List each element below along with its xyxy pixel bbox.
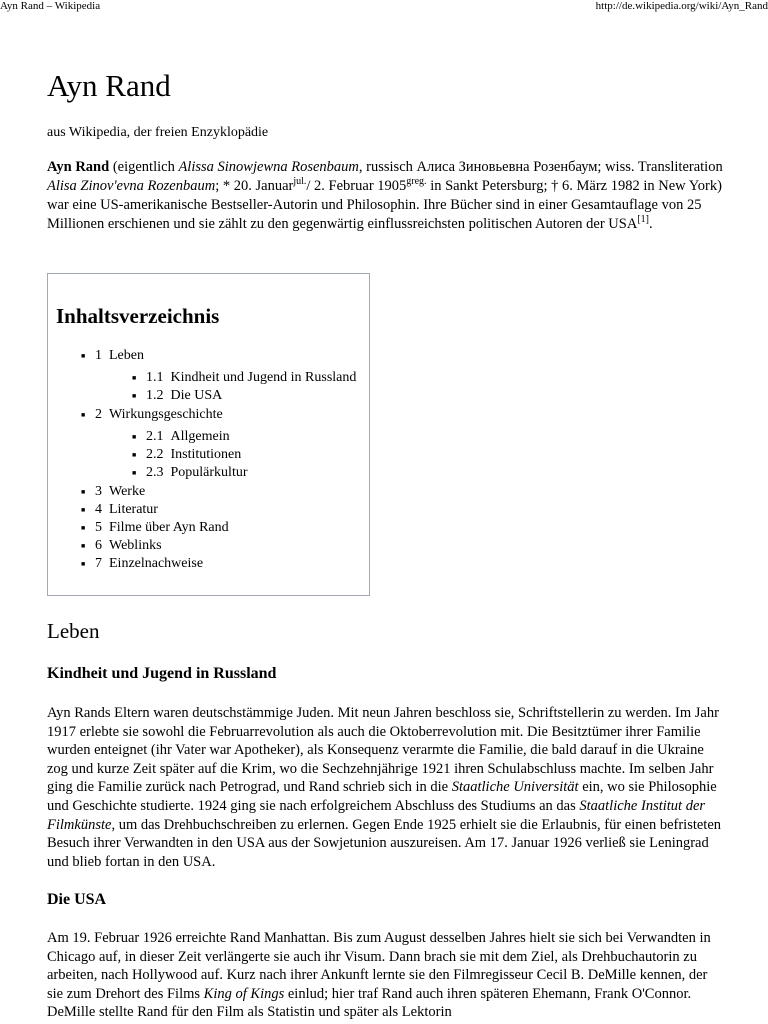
toc-number: 2.1 xyxy=(146,429,164,444)
intro-text-2[interactable]: , russisch Алиса Зиновьевна Розенбаум; wiss. Transliteration xyxy=(358,159,723,175)
page-url-header: http://de.wikipedia.org/wiki/Ayn_Rand xyxy=(595,0,768,12)
toc-label[interactable]: Einzelnachweise xyxy=(109,556,204,571)
toc-item-7[interactable] xyxy=(81,555,356,573)
toc-label[interactable]: Weblinks xyxy=(109,538,162,553)
para-text[interactable]: , um das Drehbuchschreiben zu erlernen. Gegen Ende 1925 erhielt sie die Erlaubnis, für einen befristeten Besuch ihrer Verwandten in den USA aus der Sowjetunion auszureisen. Am 17. Januar 1926 verließ sie Leningrad und blieb fortan in den USA. xyxy=(47,816,722,870)
intro-text-1: (eigentlich xyxy=(109,159,179,175)
subsection-heading-kindheit: Kindheit und Jugend in Russland xyxy=(47,665,277,682)
toc-label[interactable]: Werke xyxy=(109,484,146,499)
table-of-contents xyxy=(47,273,370,596)
toc-number: 3 xyxy=(95,484,102,499)
toc-item-5[interactable] xyxy=(81,519,356,537)
toc-number: 5 xyxy=(95,520,102,535)
para-text[interactable]: einlud; hier traf Rand auch ihren späteren Ehemann, Frank O'Connor. DeMille stellte Rand für den Film als Statistin und später als Lektorin xyxy=(47,985,692,1021)
toc-number: 1 xyxy=(95,348,102,363)
toc-item-2-3[interactable] xyxy=(132,464,356,482)
julian-note[interactable]: jul. xyxy=(293,176,307,188)
print-header xyxy=(0,0,768,14)
toc-label[interactable]: Populärkultur xyxy=(170,465,248,480)
toc-item-3[interactable] xyxy=(81,483,356,501)
article-title: Ayn Rand xyxy=(47,68,171,103)
intro-paragraph xyxy=(47,158,727,234)
toc-number: 1.2 xyxy=(146,388,164,403)
intro-text-4[interactable]: / 2. Februar 1905 xyxy=(306,178,407,194)
toc-item-1-2[interactable] xyxy=(132,387,356,405)
toc-item-1-1[interactable] xyxy=(132,369,356,387)
toc-number: 6 xyxy=(95,538,102,553)
toc-number: 1.1 xyxy=(146,370,164,385)
para-text: ein, wo sie Philosophie und Geschichte studierte. 1924 ging sie nach erfolgreichem Abschluss des Studiums an das xyxy=(47,779,717,814)
toc-label[interactable]: Literatur xyxy=(109,502,158,517)
paragraph-usa xyxy=(47,929,727,1022)
toc-item-4[interactable] xyxy=(81,501,356,519)
birth-name: Alissa Sinowjewna Rosenbaum xyxy=(178,159,359,175)
toc-number: 2 xyxy=(95,407,102,422)
toc-title: Inhaltsverzeichnis xyxy=(56,304,220,328)
toc-label[interactable]: Filme über Ayn Rand xyxy=(109,520,229,535)
para-text[interactable]: Ayn Rands Eltern waren deutschstämmige Juden. Mit neun Jahren beschloss sie, Schriftstellerin zu werden. Im Jahr 1917 erlebte sie sowohl die Februarrevolution als auch die Oktoberrevolution mit. Die Besitztümer ihrer Familie wurden enteignet (ihr Vater war Apotheker), als Konsequenz verarmte die Familie, die bald darauf in die Ukraine zog und kurze Zeit später auf die Krim, wo die Sechzehnjährige 1921 ihren Schulabschluss machte. Im selben Jahr ging die Familie zurück nach Petrograd, und Rand schrieb sich in die xyxy=(47,705,719,796)
institute-name: Staatliche Institut der Filmkünste xyxy=(47,797,706,833)
reference-link[interactable]: [1] xyxy=(637,214,649,226)
gregorian-note[interactable]: greg. xyxy=(406,176,427,188)
toc-label[interactable]: Wirkungsgeschichte xyxy=(109,407,223,422)
toc-number: 4 xyxy=(95,502,102,517)
intro-name: Ayn Rand xyxy=(47,159,110,175)
toc-item-2[interactable] xyxy=(81,406,356,482)
toc-label[interactable]: Die USA xyxy=(170,388,223,403)
intro-text-3[interactable]: ; * 20. Januar xyxy=(215,178,294,194)
intro-text-5[interactable]: in Sankt Petersburg; † 6. März 1982 in New York) war eine US-amerikanische Bestseller-Autorin und Philosophin. Ihre Bücher sind in einer Gesamtauflage von 25 Millionen erschienen und sie zählt zu den gegenwärtig einflussreichsten politischen Autoren der USA xyxy=(47,178,722,232)
toc-label[interactable]: Leben xyxy=(109,348,144,363)
toc-item-6[interactable] xyxy=(81,537,356,555)
toc-label[interactable]: Kindheit und Jugend in Russland xyxy=(170,370,357,385)
film-title[interactable]: King of Kings xyxy=(203,985,285,1002)
university-name: Staatliche Universität xyxy=(451,779,579,796)
toc-item-1[interactable] xyxy=(81,347,356,405)
intro-text-6: . xyxy=(649,216,653,232)
section-heading-leben: Leben xyxy=(47,619,100,643)
toc-label[interactable]: Allgemein xyxy=(170,429,230,444)
article-subtitle: aus Wikipedia, der freien Enzyklopädie xyxy=(47,125,269,140)
toc-label[interactable]: Institutionen xyxy=(170,447,242,462)
para-text[interactable]: Am 19. Februar 1926 erreichte Rand Manhattan. Bis zum August desselben Jahres hielt sie sich bei Verwandten in Chicago auf, in dieser Zeit verlängerte sie auch ihr Visum. Dann brach sie mit dem Ziel, als Drehbuchautorin zu arbeiten, nach Hollywood auf. Kurz nach ihrer Ankunft lernte sie den Filmregisseur Cecil B. DeMille kennen, der sie zum Drehort des Films xyxy=(47,930,711,1002)
toc-list xyxy=(81,347,356,573)
transliteration: Alisa Zinov'evna Rozenbaum xyxy=(47,178,216,194)
toc-number: 2.3 xyxy=(146,465,164,480)
toc-number: 7 xyxy=(95,556,102,571)
toc-number: 2.2 xyxy=(146,447,164,462)
toc-item-2-2[interactable] xyxy=(132,446,356,464)
subsection-heading-usa: Die USA xyxy=(47,891,107,908)
page-title-header: Ayn Rand – Wikipedia xyxy=(0,0,101,12)
toc-item-2-1[interactable] xyxy=(132,428,356,446)
paragraph-kindheit xyxy=(47,704,727,871)
